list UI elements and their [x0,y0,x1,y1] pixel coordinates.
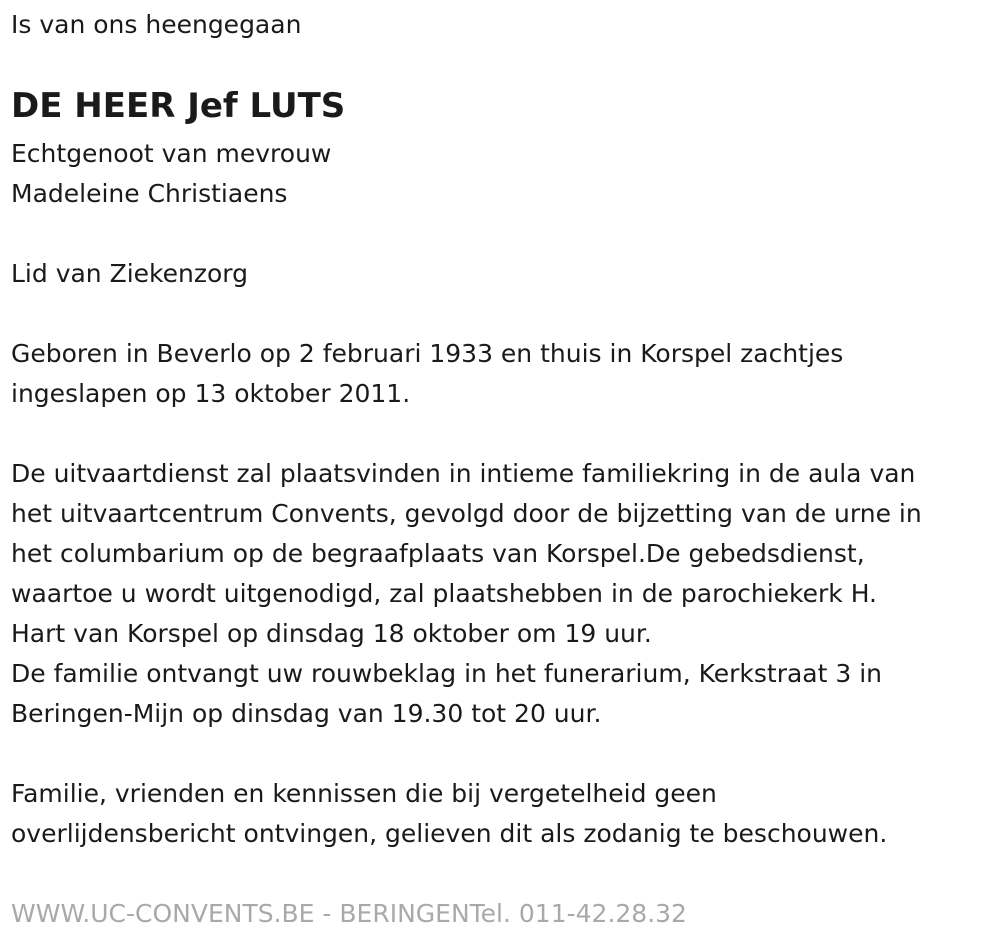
intro-text: Is van ons heengegaan [11,10,302,39]
service-line: het columbarium op de begraafplaats van Korspel.De gebedsdienst, [11,539,865,568]
deceased-name: DE HEER Jef LUTS [11,86,346,126]
membership-text: Lid van Ziekenzorg [11,259,248,288]
service-line: De uitvaartdienst zal plaatsvinden in intieme familiekring in de aula van [11,459,916,488]
family-line: Familie, vrienden en kennissen die bij vergetelheid geen [11,779,717,808]
spouse-line: Madeleine Christiaens [11,179,288,208]
service-block [11,454,922,734]
service-line: Beringen-Mijn op dinsdag van 19.30 tot 20 uur. [11,699,602,728]
spouse-block [11,134,331,214]
footer-contact: WWW.UC-CONVENTS.BE - BERINGENTel. 011-42.28.32 [11,899,687,928]
birth-line: Geboren in Beverlo op 2 februari 1933 en thuis in Korspel zachtjes [11,339,844,368]
birth-line: ingeslapen op 13 oktober 2011. [11,379,411,408]
service-line: waartoe u wordt uitgenodigd, zal plaatshebben in de parochiekerk H. [11,579,878,608]
service-line: De familie ontvangt uw rouwbeklag in het funerarium, Kerkstraat 3 in [11,659,883,688]
membership-block [11,254,248,294]
birth-death-block [11,334,843,414]
service-line: Hart van Korspel op dinsdag 18 oktober om 19 uur. [11,619,652,648]
family-line: overlijdensbericht ontvingen, gelieven dit als zodanig te beschouwen. [11,819,888,848]
family-block [11,774,887,854]
spouse-line: Echtgenoot van mevrouw [11,139,332,168]
service-line: het uitvaartcentrum Convents, gevolgd door de bijzetting van de urne in [11,499,922,528]
